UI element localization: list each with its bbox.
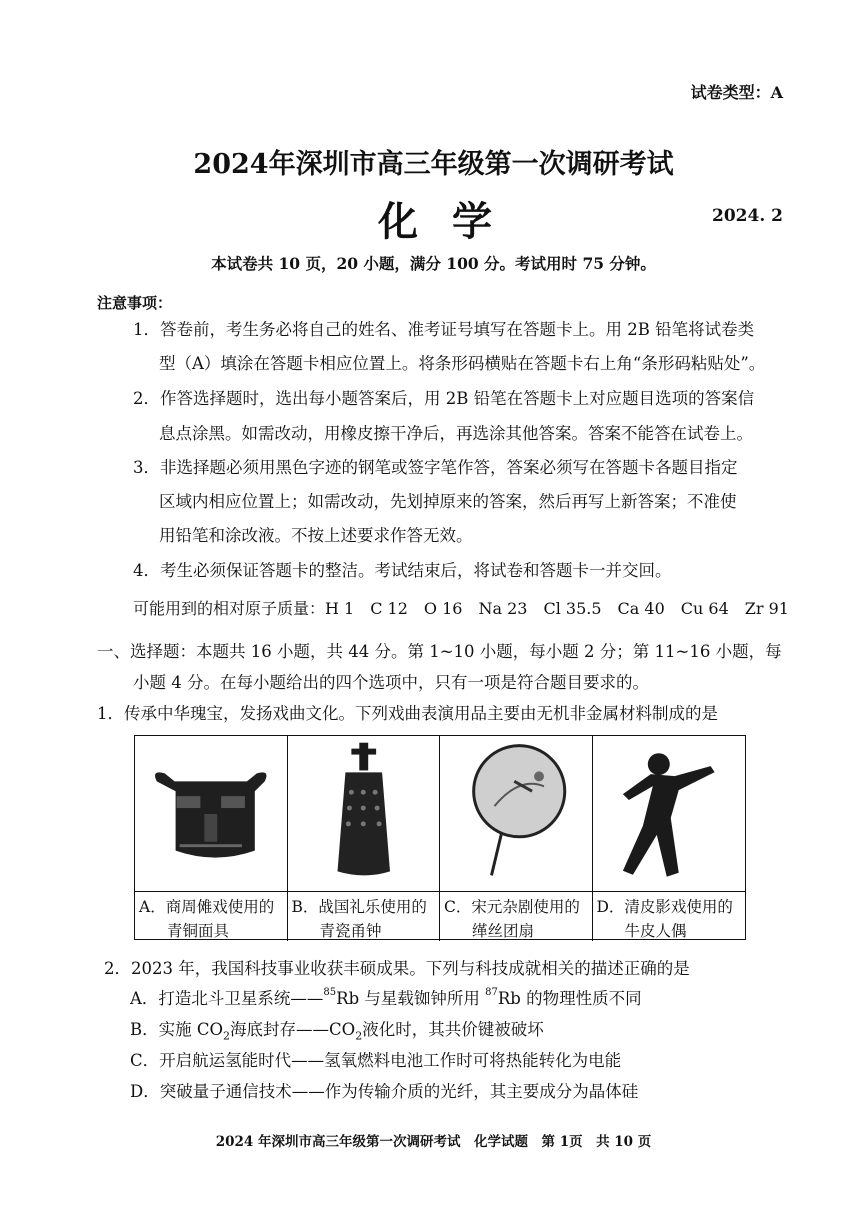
celadon-bell-icon (288, 736, 440, 891)
option-c-line2: 缂丝团扇 (472, 922, 535, 941)
option-b-caption (288, 891, 441, 941)
question-2-option-d: D．突破量子通信技术——作为传输介质的光纤，其主要成分为晶体硅 (130, 1082, 639, 1101)
note-line: 型（A）填涂在答题卡相应位置上。将条形码横贴在答题卡右上角“条形码粘贴处”。 (159, 354, 766, 373)
note-line: 4．考生必须保证答题卡的整洁。考试结束后，将试卷和答题卡一并交回。 (133, 561, 672, 580)
option-c-line1: C．宋元杂剧使用的 (444, 898, 580, 916)
question-2-option-b: B．实施 $CO_2$海底封存$——CO_2$液化时，其共价键被破坏 (130, 1020, 544, 1043)
exam-summary: 本试卷共 10 页，20 小题，满分 100 分。考试用时 75 分钟。 (211, 254, 656, 273)
section-heading-cont: 小题 4 分。在每小题给出的四个选项中，只有一项是符合题目要求的。 (133, 673, 649, 692)
bronze-mask-icon (135, 736, 287, 891)
note-line: 息点涂黑。如需改动，用橡皮擦干净后，再选涂其他答案。答案不能答在试卷上。 (159, 424, 753, 443)
option-b-line1: B．战国礼乐使用的 (291, 898, 427, 916)
option-a-line2: 青铜面具 (167, 922, 230, 941)
note-line: 2．作答选择题时，选出每小题答案后，用 2B 铅笔在答题卡上对应题目选项的答案信 (133, 389, 755, 408)
option-c-image (440, 736, 593, 891)
paper-type-label: 试卷类型：A (690, 83, 783, 102)
atomic-masses: 可能用到的相对原子质量：H 1 C 12 O 16 Na 23 Cl 35.5 Ca 40 Cu 64 Zr 91 (133, 599, 789, 618)
question-2-stem: 2．2023 年，我国科技事业收获丰硕成果。下列与科技成就相关的描述正确的是 (104, 959, 690, 978)
option-d-line1: D．清皮影戏使用的 (596, 898, 733, 916)
silk-fan-icon (440, 736, 592, 891)
section-heading: 一、选择题：本题共 16 小题，共 44 分。第 1~10 小题，每小题 2 分；第 11~16 小题，每 (97, 642, 782, 661)
exam-date: 2024. 2 (712, 206, 783, 226)
option-d-line2: 牛皮人偶 (624, 922, 687, 941)
option-c-caption (440, 891, 593, 941)
notes-title: 注意事项： (97, 294, 173, 312)
option-b-image (288, 736, 441, 891)
note-line: 用铅笔和涂改液。不按上述要求作答无效。 (159, 526, 473, 545)
subject-title: 化学 (378, 198, 526, 245)
note-line: 区域内相应位置上；如需改动，先划掉原来的答案，然后再写上新答案；不准使 (159, 492, 737, 511)
exam-title: 2024年深圳市高三年级第一次调研考试 (193, 149, 674, 180)
option-b-line2: 青瓷甬钟 (319, 922, 382, 941)
question-2-option-a: A．打造北斗卫星系统——$^{85}$Rb 与星载铷钟所用 $^{87}$Rb 的物理性质不同 (130, 987, 642, 1008)
question-1-stem: 1．传承中华瑰宝，发扬戏曲文化。下列戏曲表演用品主要由无机非金属材料制成的是 (97, 704, 718, 723)
option-a-line1: A．商周傩戏使用的 (139, 898, 275, 916)
question-1-options-table (134, 735, 746, 940)
note-line: 3．非选择题必须用黑色字迹的钢笔或签字笔作答，答案必须写在答题卡各题目指定 (133, 458, 738, 477)
question-2-option-c: C．开启航运氢能时代——氢氧燃料电池工作时可将热能转化为电能 (130, 1051, 622, 1070)
page-footer: 2024 年深圳市高三年级第一次调研考试 化学试题 第 1页 共 10 页 (215, 1134, 652, 1150)
shadow-puppet-icon (593, 736, 746, 891)
option-a-caption (135, 891, 288, 941)
option-d-caption (593, 891, 746, 941)
option-d-image (593, 736, 746, 891)
note-line: 1．答卷前，考生务必将自己的姓名、准考证号填写在答题卡上。用 2B 铅笔将试卷类 (133, 320, 755, 339)
option-a-image (135, 736, 288, 891)
